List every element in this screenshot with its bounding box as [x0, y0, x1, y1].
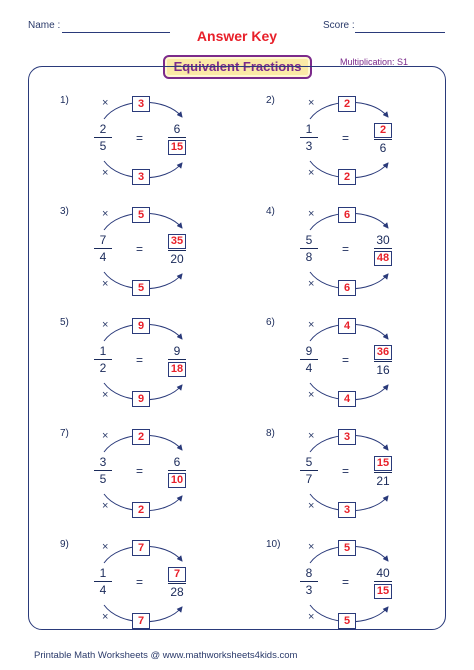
equivalent-denominator: 28	[170, 585, 184, 599]
problem-4	[266, 206, 446, 306]
equivalent-numerator: 40	[376, 566, 390, 580]
multiplier-box-bottom: 5	[338, 613, 356, 629]
equivalent-denominator: 15	[168, 140, 186, 155]
times-symbol-bottom: ×	[308, 611, 315, 623]
given-denominator: 7	[305, 472, 313, 486]
multiplier-box-top: 3	[132, 96, 150, 112]
given-numerator: 5	[305, 455, 313, 469]
multiply-arrows	[60, 206, 240, 306]
multiplier-box-bottom: 2	[132, 502, 150, 518]
equals-sign: =	[136, 242, 144, 256]
fraction-bar	[374, 361, 392, 362]
multiplier-box-bottom: 2	[338, 169, 356, 185]
multiply-arrows	[266, 95, 446, 195]
footer-credit: Printable Math Worksheets @ www.mathworksheets4kids.com	[34, 650, 298, 661]
equals-sign: =	[342, 575, 350, 589]
equals-sign: =	[136, 575, 144, 589]
times-symbol-bottom: ×	[102, 389, 109, 401]
multiplier-box-top: 6	[338, 207, 356, 223]
given-denominator: 4	[305, 361, 313, 375]
fraction-bar	[168, 250, 186, 251]
given-numerator: 7	[99, 233, 107, 247]
times-symbol-bottom: ×	[102, 500, 109, 512]
problem-number: 5)	[60, 317, 69, 328]
equivalent-numerator: 7	[168, 567, 186, 582]
multiplier-box-top: 2	[132, 429, 150, 445]
given-fraction	[298, 455, 320, 486]
given-fraction	[298, 566, 320, 597]
equivalent-numerator: 36	[374, 345, 392, 360]
given-denominator: 5	[99, 139, 107, 153]
fraction-bar	[374, 581, 392, 582]
given-numerator: 3	[99, 455, 107, 469]
name-label: Name :	[28, 20, 61, 31]
multiply-arrows	[266, 428, 446, 528]
equivalent-numerator: 35	[168, 234, 186, 249]
equivalent-denominator: 16	[376, 363, 390, 377]
problem-number: 6)	[266, 317, 275, 328]
equivalent-fraction	[372, 455, 394, 488]
given-denominator: 4	[99, 250, 107, 264]
equivalent-numerator: 6	[173, 122, 181, 136]
times-symbol-top: ×	[308, 208, 315, 220]
multiplier-box-bottom: 5	[132, 280, 150, 296]
equivalent-denominator: 10	[168, 473, 186, 488]
equivalent-numerator: 9	[173, 344, 181, 358]
given-numerator: 2	[99, 122, 107, 136]
problem-number: 10)	[266, 539, 281, 550]
times-symbol-bottom: ×	[308, 278, 315, 290]
score-label: Score :	[323, 20, 355, 31]
given-denominator: 8	[305, 250, 313, 264]
equivalent-denominator: 6	[379, 141, 387, 155]
problem-number: 4)	[266, 206, 275, 217]
equivalent-fraction	[166, 455, 188, 488]
given-fraction	[92, 455, 114, 486]
given-denominator: 4	[99, 583, 107, 597]
multiply-arrows	[60, 317, 240, 417]
equivalent-fraction	[166, 566, 188, 599]
multiplier-box-top: 2	[338, 96, 356, 112]
multiply-arrows	[60, 539, 240, 639]
fraction-bar	[300, 248, 318, 249]
problem-3	[60, 206, 240, 306]
equivalent-fraction	[372, 122, 394, 155]
equals-sign: =	[136, 353, 144, 367]
equals-sign: =	[342, 131, 350, 145]
times-symbol-bottom: ×	[102, 278, 109, 290]
fraction-bar	[300, 137, 318, 138]
times-symbol-top: ×	[308, 97, 315, 109]
fraction-bar	[374, 472, 392, 473]
fraction-bar	[300, 359, 318, 360]
given-numerator: 1	[99, 344, 107, 358]
times-symbol-bottom: ×	[308, 500, 315, 512]
equivalent-numerator: 2	[374, 123, 392, 138]
problem-8	[266, 428, 446, 528]
problem-7	[60, 428, 240, 528]
given-fraction	[298, 344, 320, 375]
multiplier-box-top: 4	[338, 318, 356, 334]
multiplier-box-top: 9	[132, 318, 150, 334]
problem-number: 1)	[60, 95, 69, 106]
worksheet-title: Equivalent Fractions	[163, 55, 312, 79]
given-numerator: 1	[99, 566, 107, 580]
times-symbol-bottom: ×	[308, 167, 315, 179]
times-symbol-bottom: ×	[308, 389, 315, 401]
equals-sign: =	[342, 353, 350, 367]
fraction-bar	[94, 581, 112, 582]
equivalent-numerator: 30	[376, 233, 390, 247]
given-denominator: 5	[99, 472, 107, 486]
multiplier-box-bottom: 7	[132, 613, 150, 629]
given-denominator: 2	[99, 361, 107, 375]
problem-10	[266, 539, 446, 639]
problem-1	[60, 95, 240, 195]
times-symbol-top: ×	[102, 97, 109, 109]
fraction-bar	[168, 583, 186, 584]
given-denominator: 3	[305, 583, 313, 597]
equivalent-denominator: 20	[170, 252, 184, 266]
given-numerator: 1	[305, 122, 313, 136]
equivalent-numerator: 6	[173, 455, 181, 469]
fraction-bar	[94, 359, 112, 360]
equivalent-denominator: 48	[374, 251, 392, 266]
multiply-arrows	[266, 317, 446, 417]
level-label: Multiplication: S1	[340, 57, 409, 67]
equals-sign: =	[342, 464, 350, 478]
problem-number: 3)	[60, 206, 69, 217]
given-numerator: 8	[305, 566, 313, 580]
fraction-bar	[168, 359, 186, 360]
given-fraction	[92, 566, 114, 597]
fraction-bar	[94, 137, 112, 138]
multiplier-box-top: 5	[338, 540, 356, 556]
fraction-bar	[168, 137, 186, 138]
problem-6	[266, 317, 446, 417]
problem-number: 2)	[266, 95, 275, 106]
given-fraction	[92, 233, 114, 264]
multiply-arrows	[60, 428, 240, 528]
times-symbol-bottom: ×	[102, 167, 109, 179]
multiplier-box-top: 3	[338, 429, 356, 445]
times-symbol-top: ×	[308, 319, 315, 331]
given-numerator: 9	[305, 344, 313, 358]
equivalent-fraction	[372, 344, 394, 377]
times-symbol-top: ×	[308, 541, 315, 553]
problem-5	[60, 317, 240, 417]
fraction-bar	[374, 248, 392, 249]
times-symbol-top: ×	[102, 319, 109, 331]
equivalent-denominator: 18	[168, 362, 186, 377]
problem-2	[266, 95, 446, 195]
fraction-bar	[374, 139, 392, 140]
equals-sign: =	[136, 131, 144, 145]
multiplier-box-bottom: 9	[132, 391, 150, 407]
equivalent-denominator: 15	[374, 584, 392, 599]
answer-key-heading: Answer Key	[196, 28, 278, 44]
problem-number: 8)	[266, 428, 275, 439]
given-fraction	[92, 344, 114, 375]
multiplier-box-bottom: 4	[338, 391, 356, 407]
equals-sign: =	[342, 242, 350, 256]
multiply-arrows	[266, 206, 446, 306]
fraction-bar	[300, 470, 318, 471]
times-symbol-top: ×	[308, 430, 315, 442]
given-numerator: 5	[305, 233, 313, 247]
equivalent-fraction	[166, 233, 188, 266]
multiplier-box-top: 7	[132, 540, 150, 556]
multiply-arrows	[60, 95, 240, 195]
given-fraction	[92, 122, 114, 153]
equals-sign: =	[136, 464, 144, 478]
equivalent-fraction	[166, 122, 188, 155]
times-symbol-top: ×	[102, 430, 109, 442]
multiplier-box-bottom: 3	[132, 169, 150, 185]
equivalent-denominator: 21	[376, 474, 390, 488]
fraction-bar	[168, 470, 186, 471]
equivalent-fraction	[166, 344, 188, 377]
fraction-bar	[94, 470, 112, 471]
given-denominator: 3	[305, 139, 313, 153]
times-symbol-bottom: ×	[102, 611, 109, 623]
problem-9	[60, 539, 240, 639]
problem-number: 9)	[60, 539, 69, 550]
equivalent-fraction	[372, 233, 394, 266]
times-symbol-top: ×	[102, 208, 109, 220]
multiply-arrows	[266, 539, 446, 639]
fraction-bar	[300, 581, 318, 582]
multiplier-box-bottom: 3	[338, 502, 356, 518]
equivalent-fraction	[372, 566, 394, 599]
fraction-bar	[94, 248, 112, 249]
given-fraction	[298, 233, 320, 264]
times-symbol-top: ×	[102, 541, 109, 553]
multiplier-box-top: 5	[132, 207, 150, 223]
problem-number: 7)	[60, 428, 69, 439]
multiplier-box-bottom: 6	[338, 280, 356, 296]
given-fraction	[298, 122, 320, 153]
equivalent-numerator: 15	[374, 456, 392, 471]
